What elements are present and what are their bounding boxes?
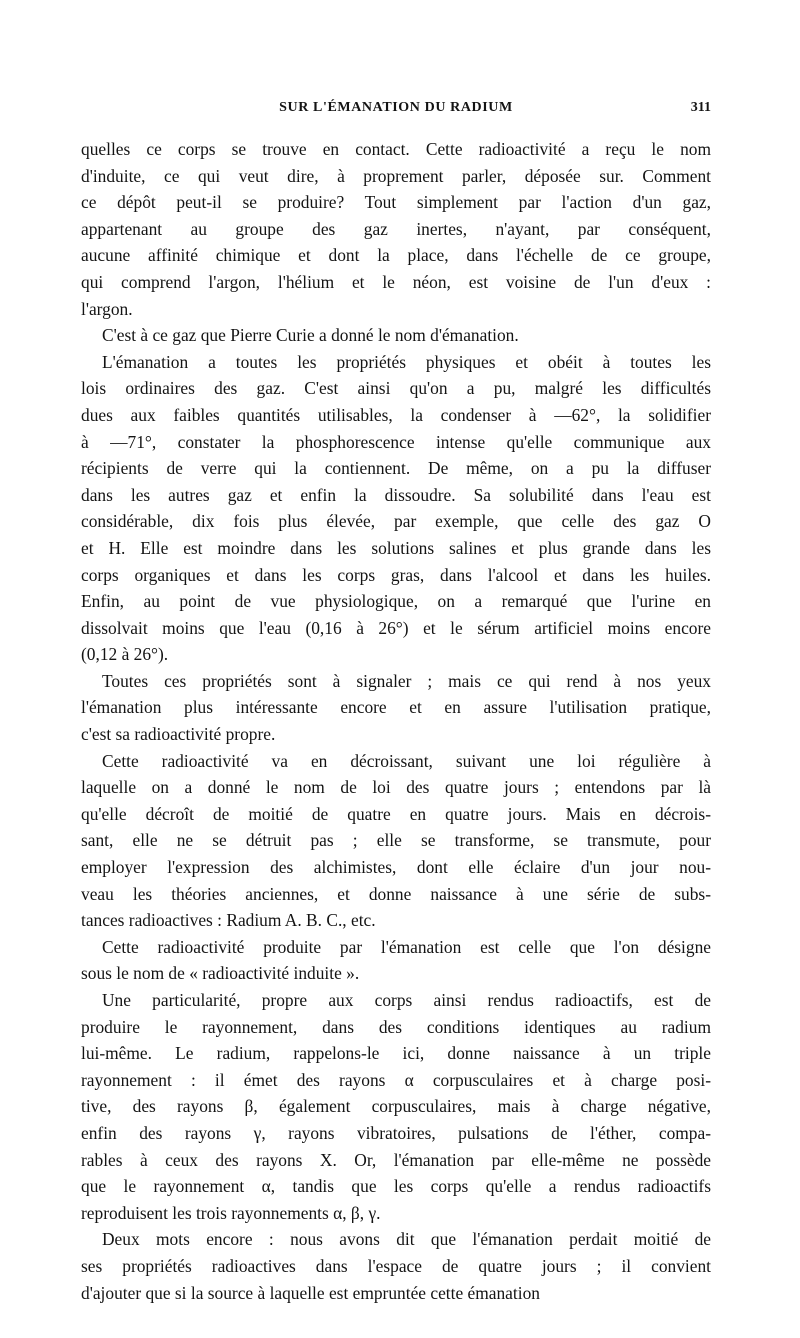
text-line: dues aux faibles quantités utilisables, la condenser à —62°, la solidifier	[81, 404, 711, 425]
text-line: Cette radioactivité va en décroissant, suivant une loi régulière à	[102, 750, 711, 771]
text-line: tive, des rayons β, également corpusculaires, mais à charge négative,	[81, 1096, 711, 1117]
paragraph	[81, 748, 711, 934]
text-line: laquelle on a donné le nom de loi des quatre jours ; entendons par là	[81, 777, 711, 798]
text-line: c'est sa radioactivité propre.	[81, 724, 276, 745]
text-line: Enfin, au point de vue physiologique, on a remarqué que l'urine en	[81, 591, 711, 612]
text-line: L'émanation a toutes les propriétés physiques et obéit à toutes les	[102, 351, 711, 372]
text-line: ce dépôt peut-il se produire? Tout simplement par l'action d'un gaz,	[81, 192, 711, 213]
paragraph	[81, 934, 711, 987]
text-line: Cette radioactivité produite par l'émanation est celle que l'on désigne	[102, 936, 711, 957]
text-line: considérable, dix fois plus élevée, par exemple, que celle des gaz O	[81, 511, 711, 532]
paragraph	[81, 322, 711, 349]
text-line: quelles ce corps se trouve en contact. Cette radioactivité a reçu le nom	[81, 139, 711, 159]
text-line: lui-même. Le radium, rappelons-le ici, donne naissance à un triple	[81, 1043, 711, 1064]
text-line: produire le rayonnement, dans des conditions identiques au radium	[81, 1016, 711, 1037]
paragraph	[81, 987, 711, 1226]
text-line: que le rayonnement α, tandis que les corps qu'elle a rendus radioactifs	[81, 1176, 711, 1197]
text-line: lois ordinaires des gaz. C'est ainsi qu'on a pu, malgré les difficultés	[81, 378, 711, 399]
text-line: tances radioactives : Radium A. B. C., etc.	[81, 910, 376, 931]
text-line: à —71°, constater la phosphorescence intense qu'elle communique aux	[81, 431, 711, 452]
text-line: ses propriétés radioactives dans l'espace de quatre jours ; il convient	[81, 1255, 711, 1276]
page-number: 311	[690, 100, 711, 115]
paragraph	[81, 1226, 711, 1306]
text-line: reproduisent les trois rayonnements α, β, γ.	[81, 1202, 381, 1223]
text-line: C'est à ce gaz que Pierre Curie a donné le nom d'émanation.	[102, 325, 519, 346]
text-line: Deux mots encore : nous avons dit que l'émanation perdait moitié de	[102, 1229, 711, 1250]
text-line: Toutes ces propriétés sont à signaler ; mais ce qui rend à nos yeux	[102, 670, 711, 691]
text-line: récipients de verre qui la contiennent. De même, on a pu la diffuser	[81, 458, 711, 479]
text-line: l'émanation plus intéressante encore et en assure l'utilisation pratique,	[81, 697, 711, 718]
body-text	[81, 136, 711, 1306]
text-line: rables à ceux des rayons X. Or, l'émanation par elle-même ne possède	[81, 1149, 711, 1170]
text-line: (0,12 à 26°).	[81, 644, 169, 665]
paragraph	[81, 349, 711, 668]
text-line: rayonnement : il émet des rayons α corpusculaires et à charge posi-	[81, 1069, 711, 1090]
text-line: veau les théories anciennes, et donne naissance à une série de subs-	[81, 883, 711, 904]
paragraph	[81, 668, 711, 748]
text-line: qui comprend l'argon, l'hélium et le néon, est voisine de l'un d'eux :	[81, 271, 711, 292]
text-line: l'argon.	[81, 298, 133, 319]
text-line: appartenant au groupe des gaz inertes, n'ayant, par conséquent,	[81, 218, 711, 239]
text-line: d'induite, ce qui veut dire, à proprement parler, déposée sur. Comment	[81, 165, 711, 186]
running-title: SUR L'ÉMANATION DU RADIUM	[279, 100, 513, 115]
text-line: dans les autres gaz et enfin la dissoudre. Sa solubilité dans l'eau est	[81, 484, 711, 505]
running-header	[81, 98, 711, 118]
text-line: sant, elle ne se détruit pas ; elle se transforme, se transmute, pour	[81, 830, 711, 851]
text-line: sous le nom de « radioactivité induite ».	[81, 963, 360, 984]
text-line: d'ajouter que si la source à laquelle est empruntée cette émanation	[81, 1282, 540, 1303]
text-line: corps organiques et dans les corps gras, dans l'alcool et dans les huiles.	[81, 564, 711, 585]
text-line: employer l'expression des alchimistes, dont elle éclaire d'un jour nou-	[81, 857, 711, 878]
paragraph	[81, 136, 711, 322]
text-line: aucune affinité chimique et dont la place, dans l'échelle de ce groupe,	[81, 245, 711, 266]
text-line: Une particularité, propre aux corps ainsi rendus radioactifs, est de	[102, 990, 711, 1010]
text-line: qu'elle décroît de moitié de quatre en quatre jours. Mais en décrois-	[81, 803, 711, 824]
text-line: dissolvait moins que l'eau (0,16 à 26°) et le sérum artificiel moins encore	[81, 617, 711, 638]
text-line: et H. Elle est moindre dans les solutions salines et plus grande dans les	[81, 537, 711, 558]
text-line: enfin des rayons γ, rayons vibratoires, pulsations de l'éther, compa-	[81, 1122, 711, 1143]
